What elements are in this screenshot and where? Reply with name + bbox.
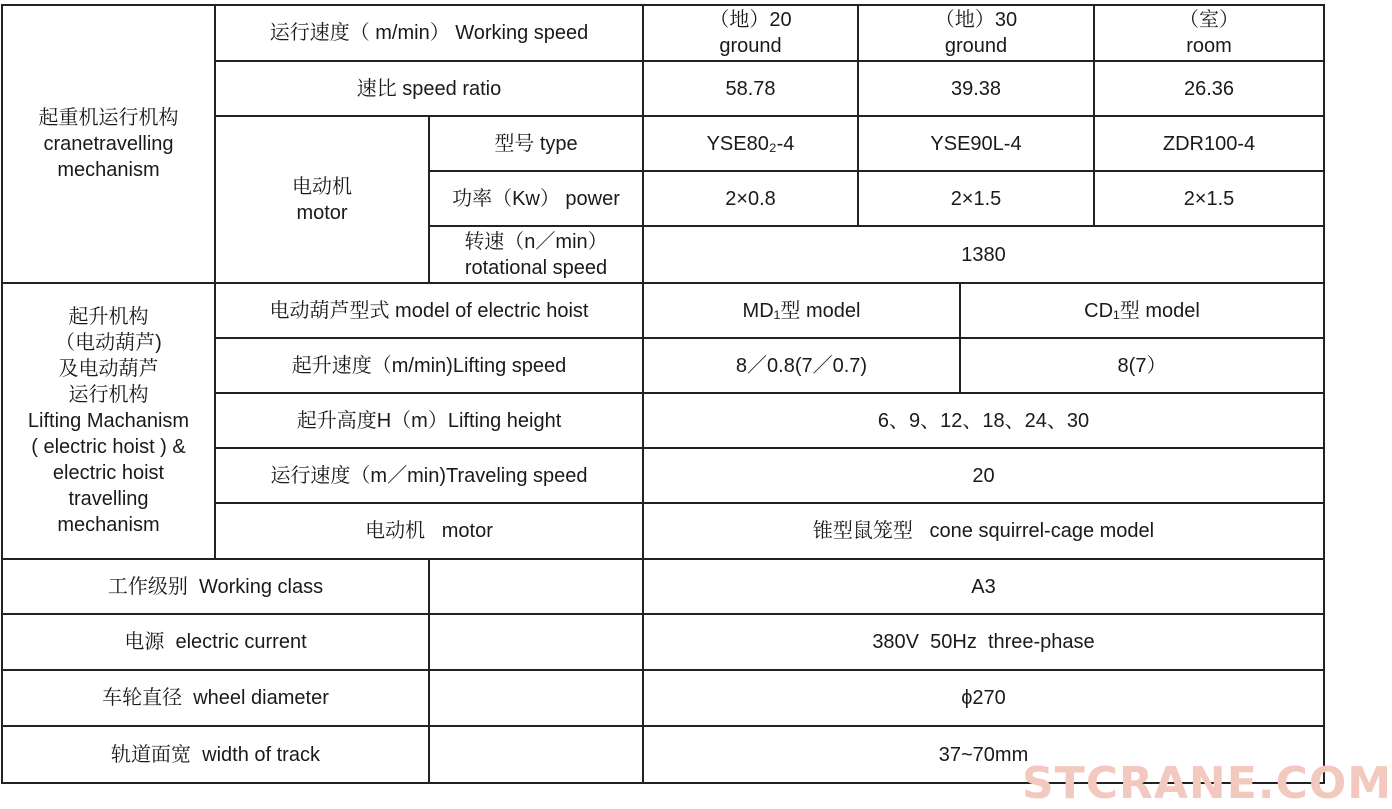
electric-current-value: 380V 50Hᴢ three-phase	[643, 614, 1324, 670]
track-width-value: 37~70mm	[643, 726, 1324, 783]
crane-travel-group-label: 起重机运行机构 cranetravelling mechanism	[2, 5, 215, 283]
lifting-speed-value: 8(7）	[960, 338, 1324, 393]
lifting-speed-value: 8／0.8(7／0.7)	[643, 338, 960, 393]
traveling-speed-value: 20	[643, 448, 1324, 503]
spec-table	[1, 4, 1325, 784]
motor-type-value: YSE80₂-4	[643, 116, 858, 171]
motor-type-label: 型号 type	[429, 116, 643, 171]
blank-cell	[429, 726, 643, 783]
speed-ratio-label: 速比 speed ratio	[215, 61, 643, 116]
working-speed-value: （地）30 ground	[858, 5, 1094, 61]
working-speed-value: （地）20 ground	[643, 5, 858, 61]
lifting-group-label: 起升机构 （电动葫芦) 及电动葫芦 运行机构 Lifting Machanism ( electric hoist ) & electric hoist travelling mechanism	[2, 283, 215, 559]
lifting-height-label: 起升高度H（m）Lifting height	[215, 393, 643, 448]
speed-ratio-value: 58.78	[643, 61, 858, 116]
motor-power-label: 功率（Kw） power	[429, 171, 643, 226]
hoist-model-label: 电动葫芦型式 model of electric hoist	[215, 283, 643, 338]
blank-cell	[429, 670, 643, 726]
rotational-speed-label: 转速（n／min） rotational speed	[429, 226, 643, 283]
motor-type-value: ZDR100-4	[1094, 116, 1324, 171]
working-speed-label: 运行速度（ m/min） Working speed	[215, 5, 643, 61]
motor-power-value: 2×0.8	[643, 171, 858, 226]
wheel-diameter-value: ϕ270	[643, 670, 1324, 726]
watermark: STCRANE.COM	[1022, 758, 1392, 809]
motor-group-label: 电动机 motor	[215, 116, 429, 283]
working-speed-value: （室） room	[1094, 5, 1324, 61]
track-width-label: 轨道面宽 width of track	[2, 726, 429, 783]
hoist-motor-label: 电动机 motor	[215, 503, 643, 559]
lifting-speed-label: 起升速度（m/min)Lifting speed	[215, 338, 643, 393]
hoist-model-value: CD₁型 model	[960, 283, 1324, 338]
lifting-height-value: 6、9、12、18、24、30	[643, 393, 1324, 448]
wheel-diameter-label: 车轮直径 wheel diameter	[2, 670, 429, 726]
electric-current-label: 电源 electric current	[2, 614, 429, 670]
speed-ratio-value: 26.36	[1094, 61, 1324, 116]
motor-power-value: 2×1.5	[858, 171, 1094, 226]
rotational-speed-value: 1380	[643, 226, 1324, 283]
hoist-model-value: MD₁型 model	[643, 283, 960, 338]
working-class-label: 工作级别 Working class	[2, 559, 429, 614]
motor-power-value: 2×1.5	[1094, 171, 1324, 226]
blank-cell	[429, 614, 643, 670]
blank-cell	[429, 559, 643, 614]
working-class-value: A3	[643, 559, 1324, 614]
speed-ratio-value: 39.38	[858, 61, 1094, 116]
traveling-speed-label: 运行速度（m／min)Traveling speed	[215, 448, 643, 503]
hoist-motor-value: 锥型鼠笼型 cone squirrel-cage model	[643, 503, 1324, 559]
motor-type-value: YSE90L-4	[858, 116, 1094, 171]
